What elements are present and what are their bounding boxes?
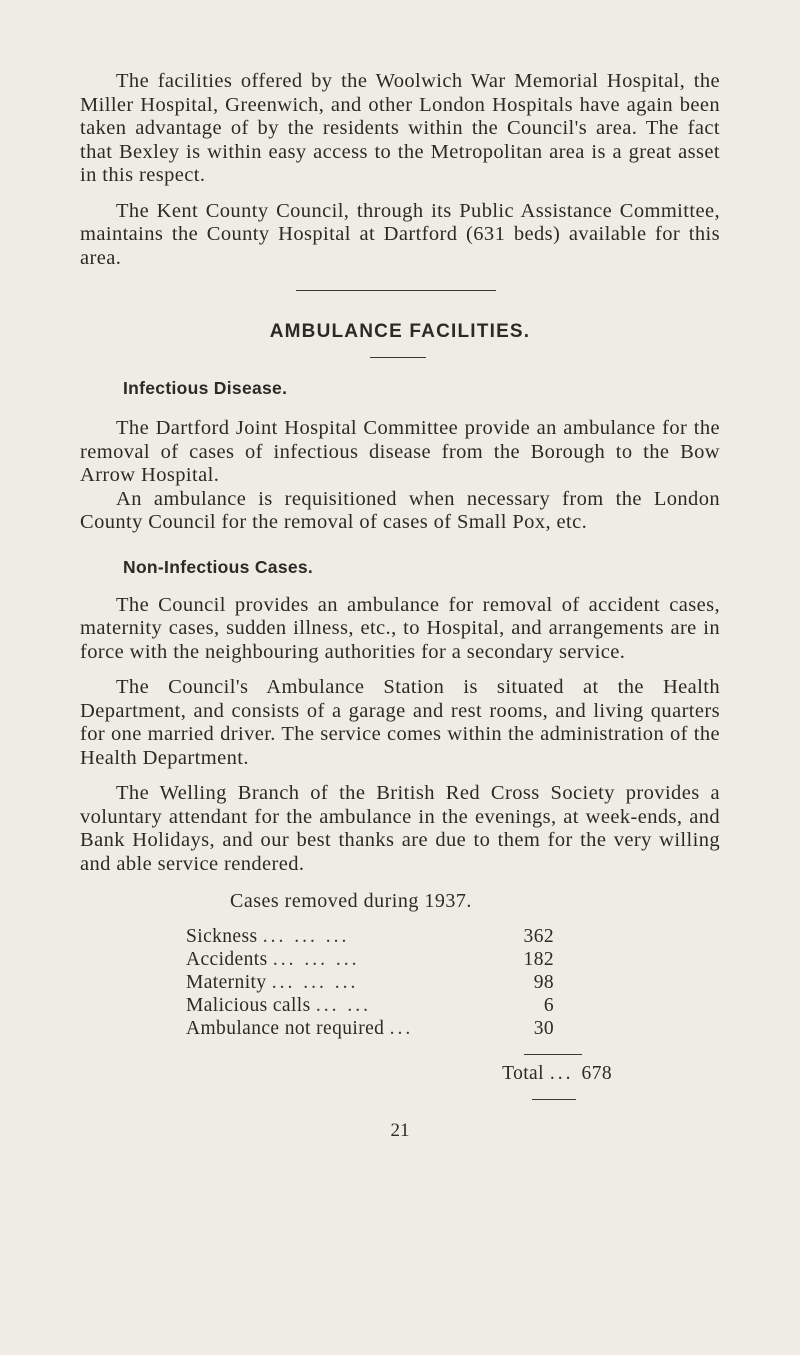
paragraph-hospital-facilities: The facilities offered by the Woolwich War Memorial Hospital, the Miller Hospital, Greenwich, and other London Hospitals have again been taken advantage of by the residents within the Council's area. The fact that Bexley is within easy access to the Metropolitan area is a great asset in this respect. [80, 70, 720, 186]
row-value: 182 [523, 949, 554, 970]
paragraph-non-infectious-2: The Council's Ambulance Station is situated at the Health Department, and consists of a garage and rest rooms, and living quarters for one married driver. The service comes within the administration of the Health Department. [80, 676, 720, 769]
subheading-infectious: Infectious Disease. [123, 378, 288, 398]
row-value: 98 [533, 972, 554, 993]
row-value: 362 [523, 926, 554, 947]
cases-table-title: Cases removed during 1937. [230, 890, 472, 912]
leader-dots: ... ... ... [262, 926, 350, 947]
bottom-rule [532, 1099, 576, 1100]
cases-table [186, 925, 554, 1040]
leader-dots: ... [389, 1018, 414, 1039]
leader-dots: ... [549, 1063, 574, 1084]
table-row [186, 925, 554, 948]
paragraph-county-hospital: The Kent County Council, through its Public Assistance Committee, maintains the County Hospital at Dartford (631 beds) available for this area. [80, 199, 720, 269]
leader-dots: ... ... ... [271, 972, 359, 993]
text-column [80, 70, 720, 1142]
row-label: Malicious calls [186, 995, 311, 1016]
table-row [186, 971, 554, 994]
leader-dots: ... ... ... [272, 949, 360, 970]
row-label: Ambulance not required [186, 1018, 385, 1039]
paragraph-infectious-2: An ambulance is requisitioned when necessary from the London County Council for the removal of cases of Small Pox, etc. [80, 487, 720, 533]
row-value: 6 [543, 995, 554, 1016]
total-row [80, 1063, 612, 1085]
total-rule [524, 1054, 582, 1055]
row-label: Maternity [186, 972, 267, 993]
table-row [186, 948, 554, 971]
total-label: Total [502, 1063, 544, 1084]
subheading-non-infectious: Non-Infectious Cases. [123, 556, 314, 577]
row-value: 30 [533, 1018, 554, 1039]
section-heading: AMBULANCE FACILITIES. [269, 321, 531, 342]
heading-underline [370, 357, 426, 358]
table-row [186, 994, 554, 1017]
section-divider [296, 290, 496, 291]
leader-dots: ... ... [315, 995, 372, 1016]
row-label: Sickness [186, 926, 258, 947]
paragraph-infectious-1: The Dartford Joint Hospital Committee provide an ambulance for the removal of cases of infectious disease from the Borough to the Bow Arrow Hospital. [80, 417, 720, 486]
table-row [186, 1017, 554, 1040]
total-value: 678 [581, 1063, 612, 1084]
row-label: Accidents [186, 949, 268, 970]
paragraph-non-infectious-3: The Welling Branch of the British Red Cross Society provides a voluntary attendant for the ambulance in the evenings, at week-ends, and Bank Holidays, and our best thanks are due to them for the very willing and able service rendered. [80, 782, 720, 875]
paragraph-non-infectious-1: The Council provides an ambulance for removal of accident cases, maternity cases, sudden illness, etc., to Hospital, and arrangements are in force with the neighbouring authorities for a secondary service. [80, 593, 720, 663]
page-number: 21 [390, 1120, 410, 1141]
